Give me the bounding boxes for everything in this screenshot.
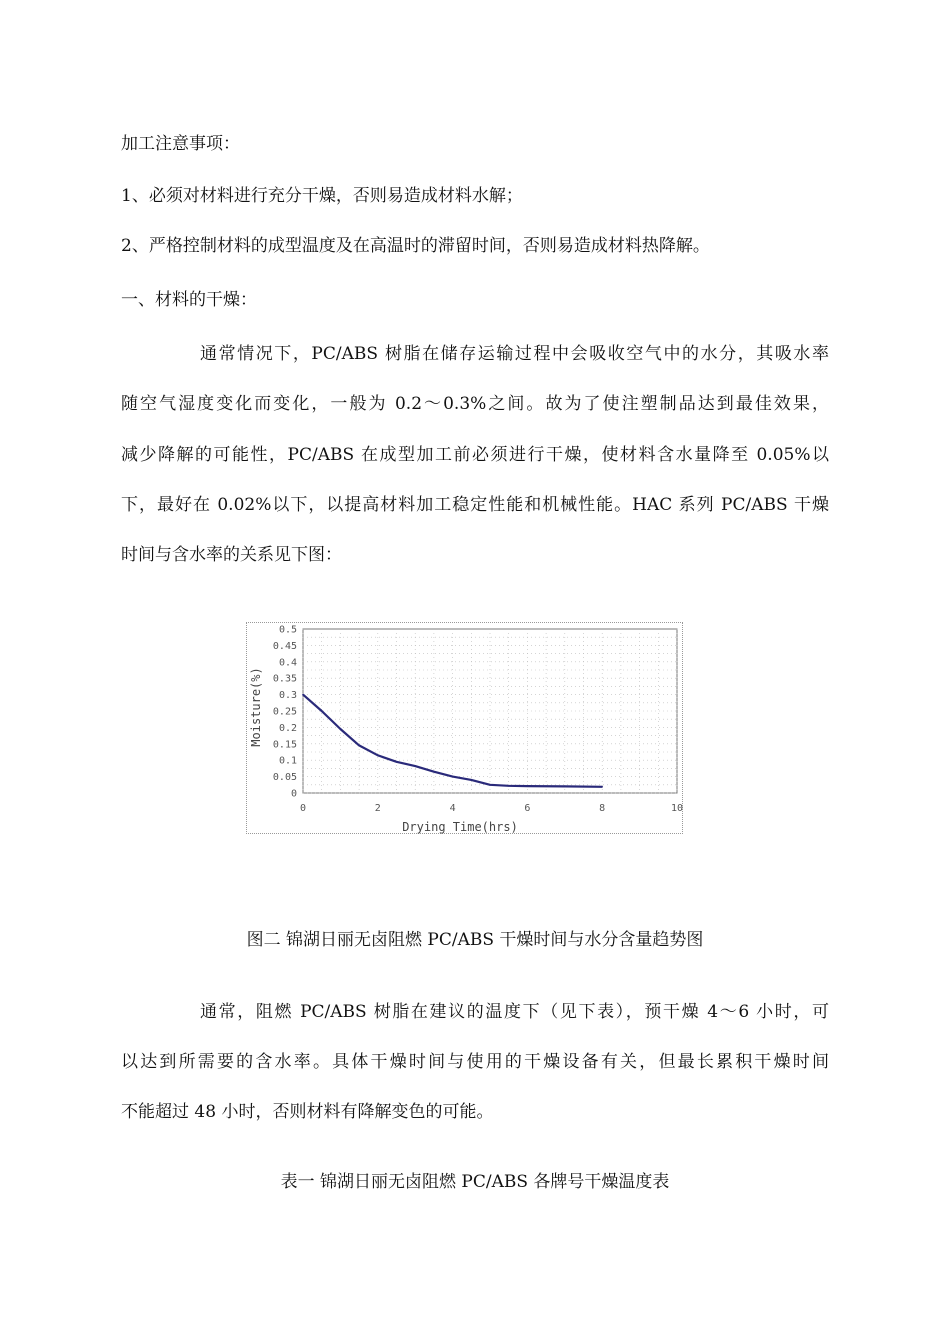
data-point bbox=[471, 779, 473, 781]
data-point bbox=[452, 776, 454, 778]
y-tick-label: 0.4 bbox=[278, 657, 297, 669]
paragraph-time-line-3: 不能超过 48 小时，否则材料有降解变色的可能。 bbox=[121, 1102, 494, 1122]
data-point bbox=[601, 786, 603, 788]
y-tick-label: 0.15 bbox=[272, 739, 297, 751]
x-tick-label: 10 bbox=[670, 803, 684, 814]
y-tick-label: 0.1 bbox=[278, 755, 297, 767]
paragraph-time-line-2: 以达到所需要的含水率。具体干燥时间与使用的干燥设备有关，但最长累积干燥时间 bbox=[121, 1052, 829, 1072]
y-axis-title: Moisture(%) bbox=[249, 667, 263, 747]
data-point bbox=[489, 784, 491, 786]
data-point bbox=[414, 765, 416, 767]
moisture-chart-svg bbox=[247, 623, 684, 835]
moisture-chart bbox=[246, 622, 683, 834]
data-point bbox=[433, 771, 435, 773]
notes-heading: 加工注意事项： bbox=[121, 134, 240, 154]
note-item-2: 2、严格控制材料的成型温度及在高温时的滞留时间，否则易造成材料热降解。 bbox=[121, 236, 710, 256]
y-tick-label: 0.5 bbox=[278, 624, 297, 636]
data-point bbox=[527, 785, 529, 787]
y-tick-label: 0.35 bbox=[272, 673, 297, 685]
table-caption: 表一 锦湖日丽无卤阻燃 PC/ABS 各牌号干燥温度表 bbox=[280, 1172, 670, 1192]
paragraph-drying-line-5: 时间与含水率的关系见下图： bbox=[121, 545, 342, 565]
x-axis-title: Drying Time(hrs) bbox=[402, 820, 518, 834]
x-tick-label: 0 bbox=[299, 803, 307, 814]
paragraph-drying-line-4: 下，最好在 0.02%以下，以提高材料加工稳定性能和机械性能。HAC 系列 PC/ABS 干燥 bbox=[121, 495, 829, 515]
x-tick-label: 4 bbox=[449, 803, 456, 814]
y-tick-label: 0.3 bbox=[278, 690, 297, 702]
data-point bbox=[321, 710, 323, 712]
section-heading-drying: 一、材料的干燥： bbox=[121, 290, 257, 310]
y-tick-label: 0 bbox=[290, 788, 297, 800]
data-point bbox=[358, 745, 360, 747]
data-point bbox=[508, 785, 510, 787]
note-item-1: 1、必须对材料进行充分干燥，否则易造成材料水解； bbox=[121, 186, 523, 206]
x-tick-label: 2 bbox=[374, 803, 381, 814]
data-point bbox=[396, 761, 398, 763]
data-point bbox=[340, 728, 342, 730]
data-point bbox=[564, 786, 566, 788]
paragraph-drying-line-3: 减少降解的可能性，PC/ABS 在成型加工前必须进行干燥，使材料含水量降至 0.05%以 bbox=[121, 445, 829, 465]
data-point bbox=[377, 754, 379, 756]
paragraph-drying-line-2: 随空气湿度变化而变化，一般为 0.2～0.3%之间。故为了使注塑制品达到最佳效果， bbox=[121, 394, 829, 414]
y-tick-label: 0.25 bbox=[272, 706, 297, 718]
x-tick-label: 8 bbox=[599, 803, 606, 814]
y-tick-label: 0.2 bbox=[278, 722, 297, 734]
y-tick-label: 0.45 bbox=[272, 640, 297, 652]
data-point bbox=[302, 694, 304, 696]
x-tick-label: 6 bbox=[524, 803, 531, 814]
figure-caption: 图二 锦湖日丽无卤阻燃 PC/ABS 干燥时间与水分含量趋势图 bbox=[246, 930, 704, 950]
y-tick-label: 0.05 bbox=[272, 772, 297, 784]
paragraph-drying-line-1: 通常情况下，PC/ABS 树脂在储存运输过程中会吸收空气中的水分，其吸水率 bbox=[200, 344, 829, 364]
paragraph-time-line-1: 通常，阻燃 PC/ABS 树脂在建议的温度下（见下表），预干燥 4～6 小时，可 bbox=[200, 1002, 829, 1022]
